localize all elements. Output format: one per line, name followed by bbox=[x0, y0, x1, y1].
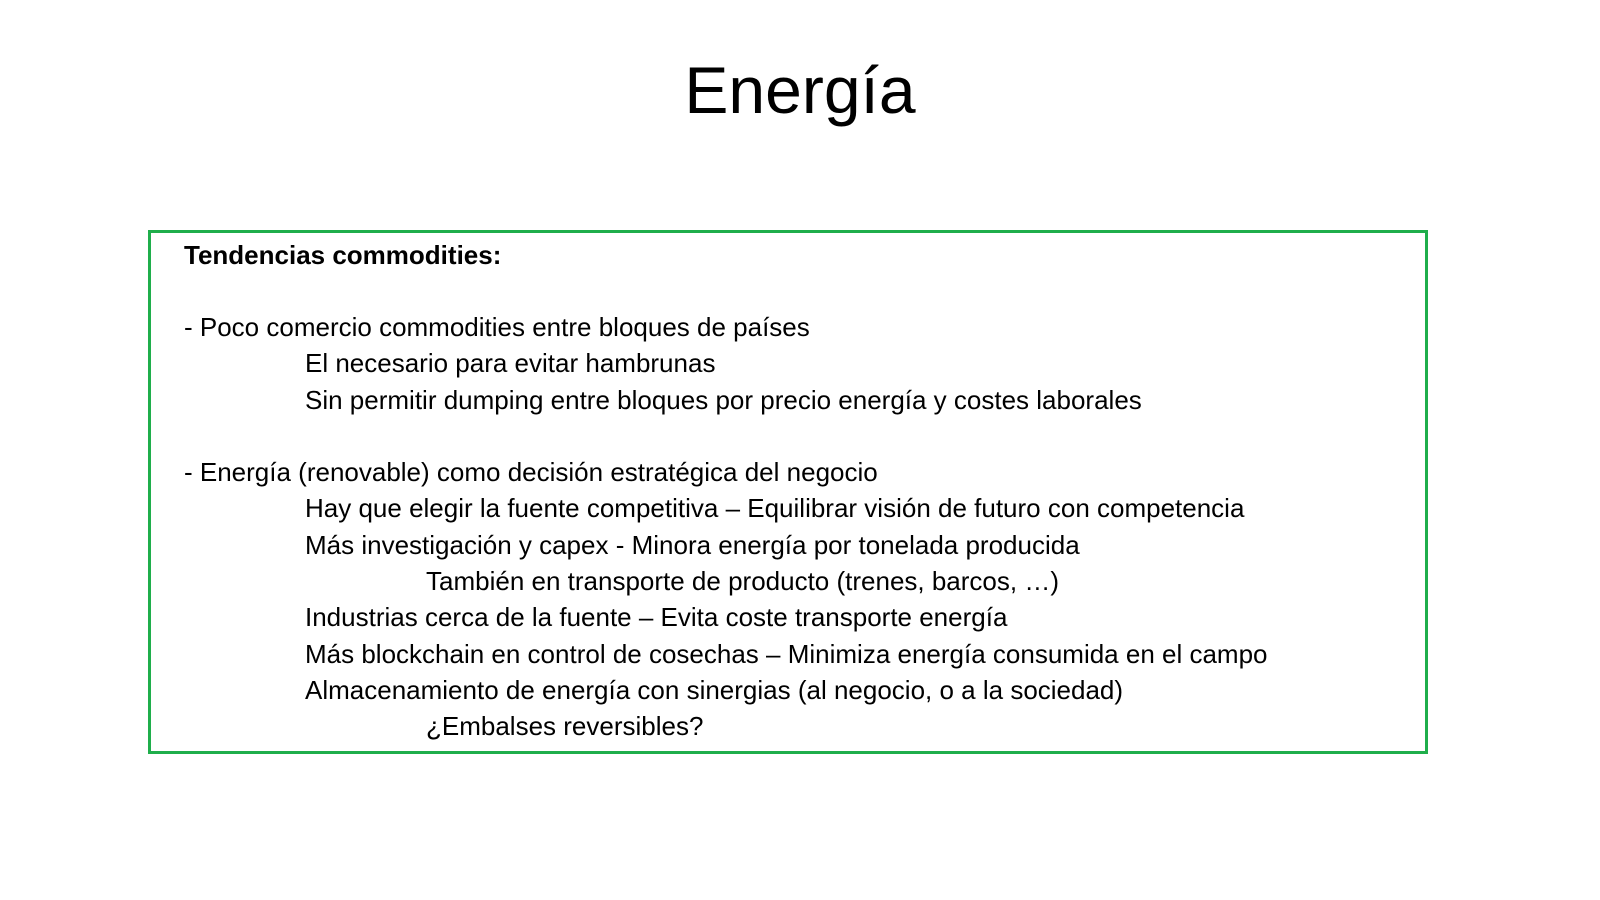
sub-line: Almacenamiento de energía con sinergias (al negocio, o a la sociedad) bbox=[305, 674, 1124, 705]
bullet-line: - Energía (renovable) como decisión estratégica del negocio bbox=[184, 457, 878, 488]
bullet-line: - Poco comercio commodities entre bloques de países bbox=[184, 312, 810, 342]
sub-line: Sin permitir dumping entre bloques por precio energía y costes laborales bbox=[305, 384, 1142, 415]
sub-sub-line: ¿Embalses reversibles? bbox=[426, 711, 704, 742]
sub-line: Más investigación y capex - Minora energía por tonelada producida bbox=[305, 529, 1080, 560]
sub-sub-line: También en transporte de producto (trenes, barcos, …) bbox=[426, 566, 1059, 597]
content-box bbox=[148, 230, 1428, 754]
sub-line: Más blockchain en control de cosechas – Minimiza energía consumida en el campo bbox=[305, 638, 1268, 669]
blank-line bbox=[184, 418, 1268, 454]
content-heading: Tendencias commodities: bbox=[184, 240, 502, 270]
sub-line: Industrias cerca de la fuente – Evita coste transporte energía bbox=[305, 602, 1008, 633]
sub-line: El necesario para evitar hambrunas bbox=[305, 348, 716, 379]
content-lines bbox=[184, 309, 1268, 745]
slide-title: Energía bbox=[684, 53, 916, 127]
sub-line: Hay que elegir la fuente competitiva – Equilibrar visión de futuro con competencia bbox=[305, 493, 1245, 524]
